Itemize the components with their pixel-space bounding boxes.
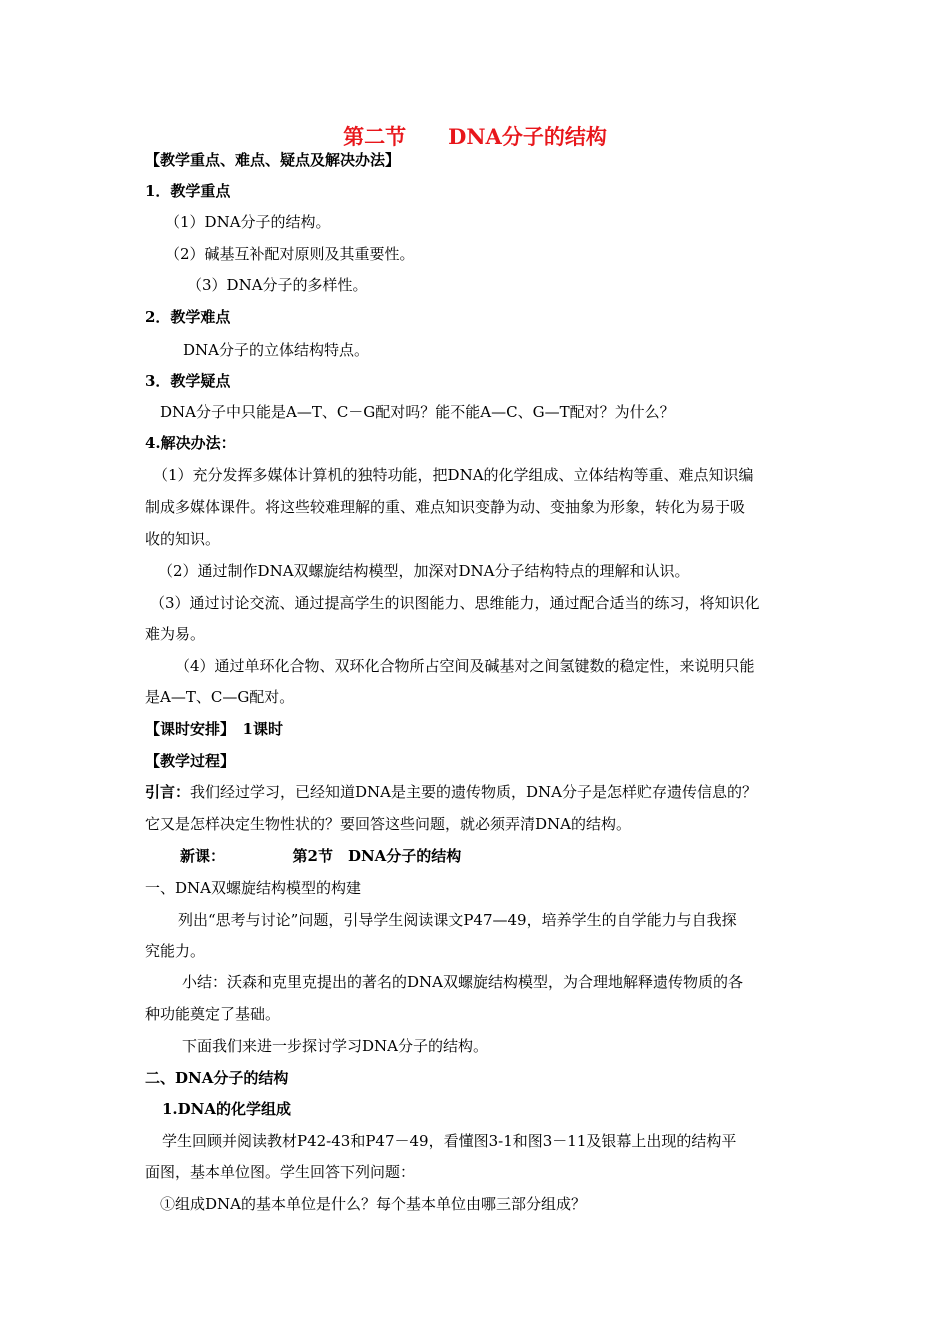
heading-solutions: 4.解决办法： [145,434,236,452]
section-title: 第二节 DNA分子的结构 [343,124,607,149]
section-1-heading: 一、DNA双螺旋结构模型的构建 [145,879,361,897]
intro-line-2: 它又是怎样决定生物性状的？要回答这些问题，就必须弄清DNA的结构。 [145,815,631,833]
heading-teaching-doubt: 3．教学疑点 [145,372,231,390]
solution-2: （2）通过制作DNA双螺旋结构模型，加深对DNA分子结构特点的理解和认识。 [158,562,690,580]
section-1-para-line-2: 究能力。 [145,942,206,960]
review-line-2: 面图，基本单位图。学生回答下列问题： [145,1163,416,1181]
heading-process: 【教学过程】 [145,752,236,770]
intro-label: 引言： [145,783,191,801]
heading-teaching-difficulty: 2．教学难点 [145,308,231,326]
solution-4-line-2: 是A—T、C—G配对。 [145,688,295,706]
new-lesson-heading: 新课： 第2节 DNA分子的结构 [180,847,462,865]
solution-3-line-2: 难为易。 [145,625,206,643]
summary-line-2: 种功能奠定了基础。 [145,1005,281,1023]
question-1: ①组成DNA的基本单位是什么？每个基本单位由哪三部分组成？ [160,1195,586,1213]
solution-3-line-1: （3）通过讨论交流、通过提高学生的识图能力、思维能力，通过配合适当的练习，将知识化 [150,594,760,612]
heading-schedule: 【课时安排】 1课时 [145,720,283,738]
focus-item-2: （2）碱基互补配对原则及其重要性。 [165,245,415,263]
doubt-text: DNA分子中只能是A—T、C－G配对吗？能不能A—C、G—T配对？为什么？ [160,403,675,421]
summary-line-1: 小结：沃森和克里克提出的著名的DNA双螺旋结构模型，为合理地解释遗传物质的各 [182,973,743,991]
solution-1-line-2: 制成多媒体课件。将这些较难理解的重、难点知识变静为动、变抽象为形象，转化为易于吸 [145,498,746,516]
focus-item-3: （3）DNA分子的多样性。 [187,276,368,294]
section-1-para-line-1: 列出“思考与讨论”问题，引导学生阅读课文P47—49，培养学生的自学能力与自我探 [178,911,737,929]
transition-text: 下面我们来进一步探讨学习DNA分子的结构。 [182,1037,488,1055]
focus-item-1: （1）DNA分子的结构。 [165,213,331,231]
solution-1-line-3: 收的知识。 [145,530,221,548]
heading-key-points: 【教学重点、难点、疑点及解决办法】 [145,151,401,169]
heading-teaching-focus: 1．教学重点 [145,182,231,200]
intro-text: 我们经过学习，已经知道DNA是主要的遗传物质，DNA分子是怎样贮存遗传信息的？ [190,783,757,801]
section-2-heading: 二、DNA分子的结构 [145,1069,289,1087]
solution-1-line-1: （1）充分发挥多媒体计算机的独特功能，把DNA的化学组成、立体结构等重、难点知识编 [153,466,754,484]
difficulty-text: DNA分子的立体结构特点。 [183,341,369,359]
subsection-heading: 1.DNA的化学组成 [162,1100,292,1118]
solution-4-line-1: （4）通过单环化合物、双环化合物所占空间及碱基对之间氢键数的稳定性，来说明只能 [175,657,755,675]
review-line-1: 学生回顾并阅读教材P42-43和P47－49，看懂图3-1和图3－11及银幕上出现的结构平 [162,1132,737,1150]
intro-line-1 [145,782,757,802]
